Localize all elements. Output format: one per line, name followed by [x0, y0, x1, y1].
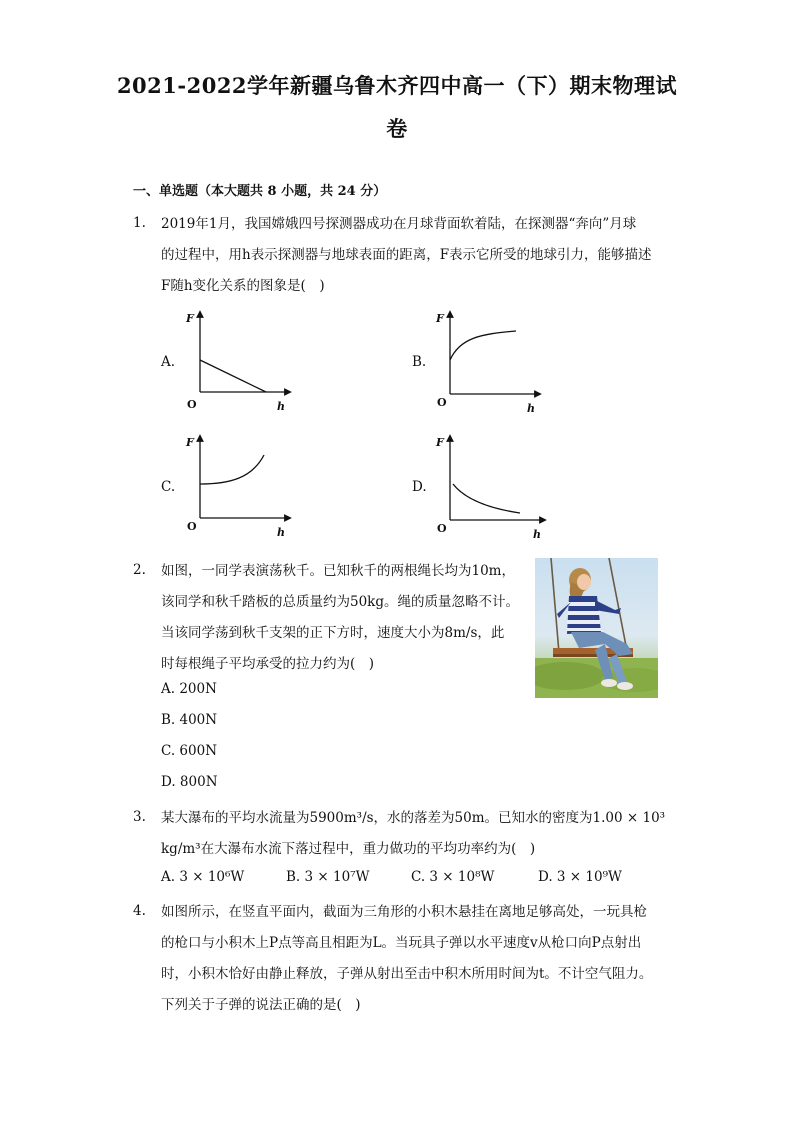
question-2-choice-b: B. 400N: [161, 712, 218, 728]
option-b-origin: O: [437, 396, 447, 409]
option-a-letter: A.: [161, 354, 176, 370]
question-2-choice-d: D. 800N: [161, 774, 218, 790]
option-d-y-label: F: [436, 436, 444, 449]
option-d-graph: [430, 432, 550, 542]
question-1-line-3: F随h变化关系的图象是( ): [161, 278, 325, 294]
option-d-origin: O: [437, 522, 447, 535]
option-c-letter: C.: [161, 479, 176, 495]
question-4-line-3: 时，小积木恰好由静止释放，子弹从射出至击中积木所用时间为t。不计空气阻力。: [161, 966, 653, 982]
question-3-choice-c: C. 3 × 10⁸W: [411, 869, 495, 885]
option-c-x-label: h: [277, 526, 285, 539]
question-3-choice-a: A. 3 × 10⁶W: [161, 869, 245, 885]
question-4-line-2: 的枪口与小积木上P点等高且相距为L。当玩具子弹以水平速度v从枪口向P点射出: [161, 935, 642, 951]
section-heading: 一、单选题（本大题共 8 小题，共 24 分）: [133, 184, 387, 199]
option-a-x-label: h: [277, 400, 285, 413]
option-b-letter: B.: [412, 354, 427, 370]
question-2-line-4: 时每根绳子平均承受的拉力约为( ): [161, 656, 375, 672]
question-3-choice-b: B. 3 × 10⁷W: [286, 869, 370, 885]
question-3-line-2: kg/m³在大瀑布水流下落过程中，重力做功的平均功率约为( ): [161, 841, 536, 857]
question-1-number: 1.: [133, 215, 146, 231]
question-4-line-1: 如图所示，在竖直平面内，截面为三角形的小积木悬挂在离地足够高处，一玩具枪: [161, 904, 647, 920]
page-title-line-1: 2021-2022学年新疆乌鲁木齐四中高一（下）期末物理试: [116, 73, 678, 98]
question-4-number: 4.: [133, 903, 146, 919]
question-2-choice-c: C. 600N: [161, 743, 218, 759]
question-4-line-4: 下列关于子弹的说法正确的是( ): [161, 997, 361, 1013]
swing-photo: [535, 558, 658, 698]
question-3-number: 3.: [133, 809, 146, 825]
question-2-number: 2.: [133, 562, 146, 578]
option-c-y-label: F: [186, 436, 194, 449]
option-d-letter: D.: [412, 479, 427, 495]
option-a-origin: O: [187, 398, 197, 411]
option-a-graph: [180, 308, 295, 418]
question-3-choice-d: D. 3 × 10⁹W: [538, 869, 622, 885]
option-c-origin: O: [187, 520, 197, 533]
question-2-choice-a: A. 200N: [161, 681, 217, 697]
option-d-x-label: h: [533, 528, 541, 541]
option-a-y-label: F: [186, 312, 194, 325]
option-b-y-label: F: [436, 312, 444, 325]
question-2-line-2: 该同学和秋千踏板的总质量约为50kg。绳的质量忽略不计。: [161, 594, 519, 610]
question-2-line-1: 如图，一同学表演荡秋千。已知秋千的两根绳长均为10m，: [161, 563, 515, 579]
option-b-x-label: h: [527, 402, 535, 415]
question-1-line-2: 的过程中，用h表示探测器与地球表面的距离，F表示它所受的地球引力，能够描述: [161, 247, 652, 263]
question-2-line-3: 当该同学荡到秋千支架的正下方时，速度大小为8m/s，此: [161, 625, 505, 641]
question-1-line-1: 2019年1月，我国嫦娥四号探测器成功在月球背面软着陆，在探测器“奔向”月球: [161, 216, 637, 232]
option-b-graph: [430, 308, 545, 418]
question-3-line-1: 某大瀑布的平均水流量为5900m³/s，水的落差为50m。已知水的密度为1.00 × 10³: [161, 810, 666, 826]
option-c-graph: [180, 432, 295, 542]
page-title-line-2: 卷: [386, 116, 408, 141]
